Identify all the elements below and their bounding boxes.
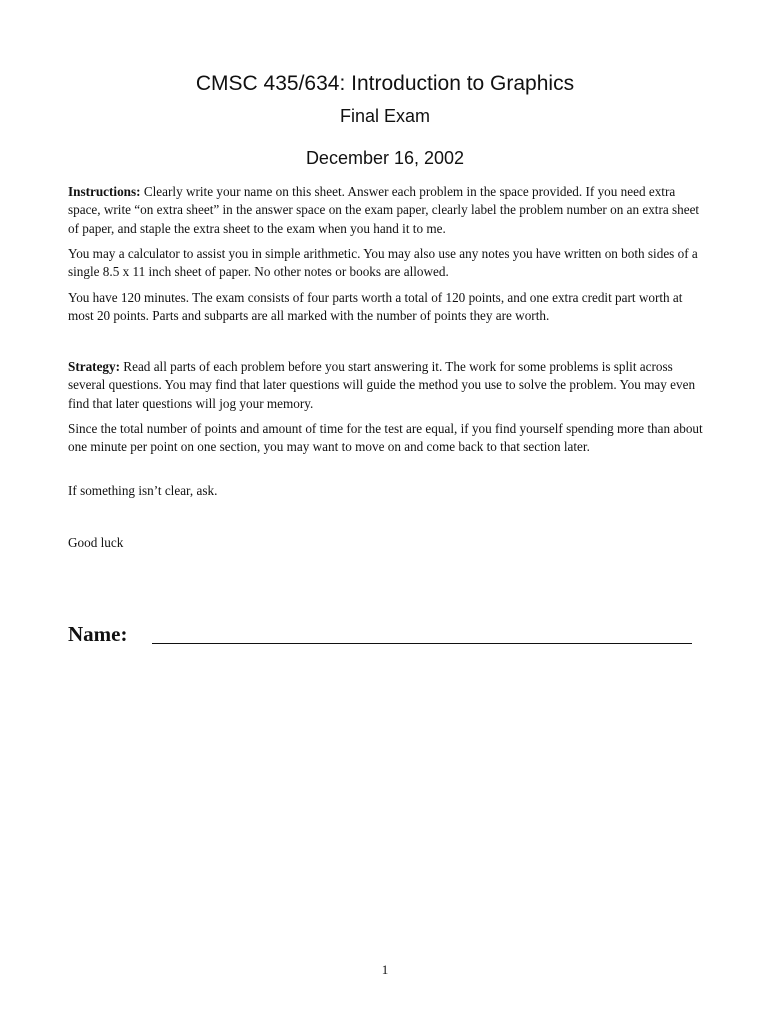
instructions-paragraph — [68, 183, 708, 238]
strategy-text: Read all parts of each problem before you start answering it. The work for some problems is split across several questions. You may find that later questions will guide the method you use to solve the problem. You may even find that later questions will jog your memory. — [68, 359, 696, 411]
ask-paragraph: If something isn’t clear, ask. — [68, 483, 218, 498]
instructions-text: Clearly write your name on this sheet. Answer each problem in the space provided. If you need extra space, write “on extra sheet” in the answer space on the exam paper, clearly label the problem number on an extra sheet of paper, and staple the extra sheet to the exam when you hand it to me. — [68, 184, 700, 236]
good-luck-text: Good luck — [68, 535, 124, 550]
exam-subtitle: Final Exam — [339, 106, 431, 126]
name-field[interactable] — [68, 620, 708, 650]
strategy-paragraph — [68, 358, 708, 413]
pacing-paragraph: Since the total number of points and amount of time for the test are equal, if you find yourself spending more than about one minute per point on one section, you may want to move on and come back to that section later. — [68, 421, 703, 455]
time-paragraph: You have 120 minutes. The exam consists of four parts worth a total of 120 points, and one extra credit part worth at most 20 points. Parts and subparts are all marked with the number of points they are worth. — [68, 290, 683, 324]
page-number: 1 — [381, 962, 389, 977]
instructions-heading: Instructions: — [68, 184, 141, 199]
calculator-paragraph: You may a calculator to assist you in simple arithmetic. You may also use any notes you have written on both sides of a single 8.5 x 11 inch sheet of paper. No other notes or books are allowed. — [68, 246, 698, 280]
strategy-heading: Strategy: — [68, 359, 120, 374]
exam-date: December 16, 2002 — [305, 148, 465, 168]
name-blank-line[interactable] — [152, 643, 692, 644]
exam-title: CMSC 435/634: Introduction to Graphics — [195, 72, 575, 95]
name-label: Name: — [68, 622, 128, 646]
